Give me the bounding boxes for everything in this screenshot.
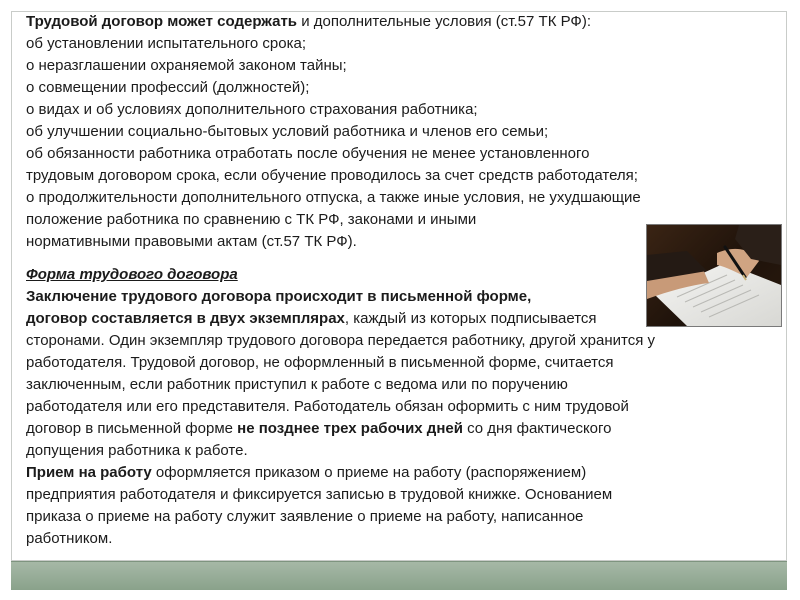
paragraph-line: Заключение трудового договора происходит в письменной форме, (26, 288, 532, 305)
signing-document-photo (646, 224, 782, 327)
list-item: о совмещении профессий (должностей); (26, 79, 310, 96)
paragraph-line: Прием на работу оформляется приказом о приеме на работу (распоряжением) (26, 464, 587, 481)
slide (11, 11, 787, 587)
paragraph-line: заключенным, если работник приступил к работе с ведома или по поручению (26, 376, 568, 393)
paragraph-line: договор в письменной форме не позднее трех рабочих дней со дня фактического (26, 420, 612, 437)
list-item-continuation: нормативными правовыми актам (ст.57 ТК РФ). (26, 233, 357, 250)
slide-footer-bar (11, 561, 787, 590)
paragraph-line: работодателя. Трудовой договор, не оформленный в письменной форме, считается (26, 354, 614, 371)
paragraph-line: работником. (26, 530, 113, 547)
list-item: о продолжительности дополнительного отпуска, а также иные условия, не ухудшающие (26, 189, 641, 206)
paragraph-line: предприятия работодателя и фиксируется записью в трудовой книжке. Основанием (26, 486, 613, 503)
list-item: об обязанности работника отработать после обучения не менее установленного (26, 145, 590, 162)
section2-title: Форма трудового договора (26, 266, 238, 283)
paragraph-line: сторонами. Один экземпляр трудового договора передается работнику, другой хранится у (26, 332, 655, 349)
list-item-continuation: положение работника по сравнению с ТК РФ, законами и иными (26, 211, 477, 228)
list-item: об улучшении социально-бытовых условий работника и членов его семьи; (26, 123, 549, 140)
section1-heading: Трудовой договор может содержать и дополнительные условия (ст.57 ТК РФ): (26, 13, 592, 30)
paragraph-line: договор составляется в двух экземплярах, каждый из которых подписывается (26, 310, 597, 327)
list-item: о неразглашении охраняемой законом тайны; (26, 57, 347, 74)
paragraph-line: работодателя или его представителя. Работодатель обязан оформить с ним трудовой (26, 398, 629, 415)
list-item: об установлении испытательного срока; (26, 35, 307, 52)
paragraph-line: допущения работника к работе. (26, 442, 248, 459)
list-item-continuation: трудовым договором срока, если обучение проводилось за счет средств работодателя; (26, 167, 638, 184)
paragraph-line: приказа о приеме на работу служит заявление о приеме на работу, написанное (26, 508, 584, 525)
signing-document-illustration (647, 225, 781, 326)
list-item: о видах и об условиях дополнительного страхования работника; (26, 101, 478, 118)
